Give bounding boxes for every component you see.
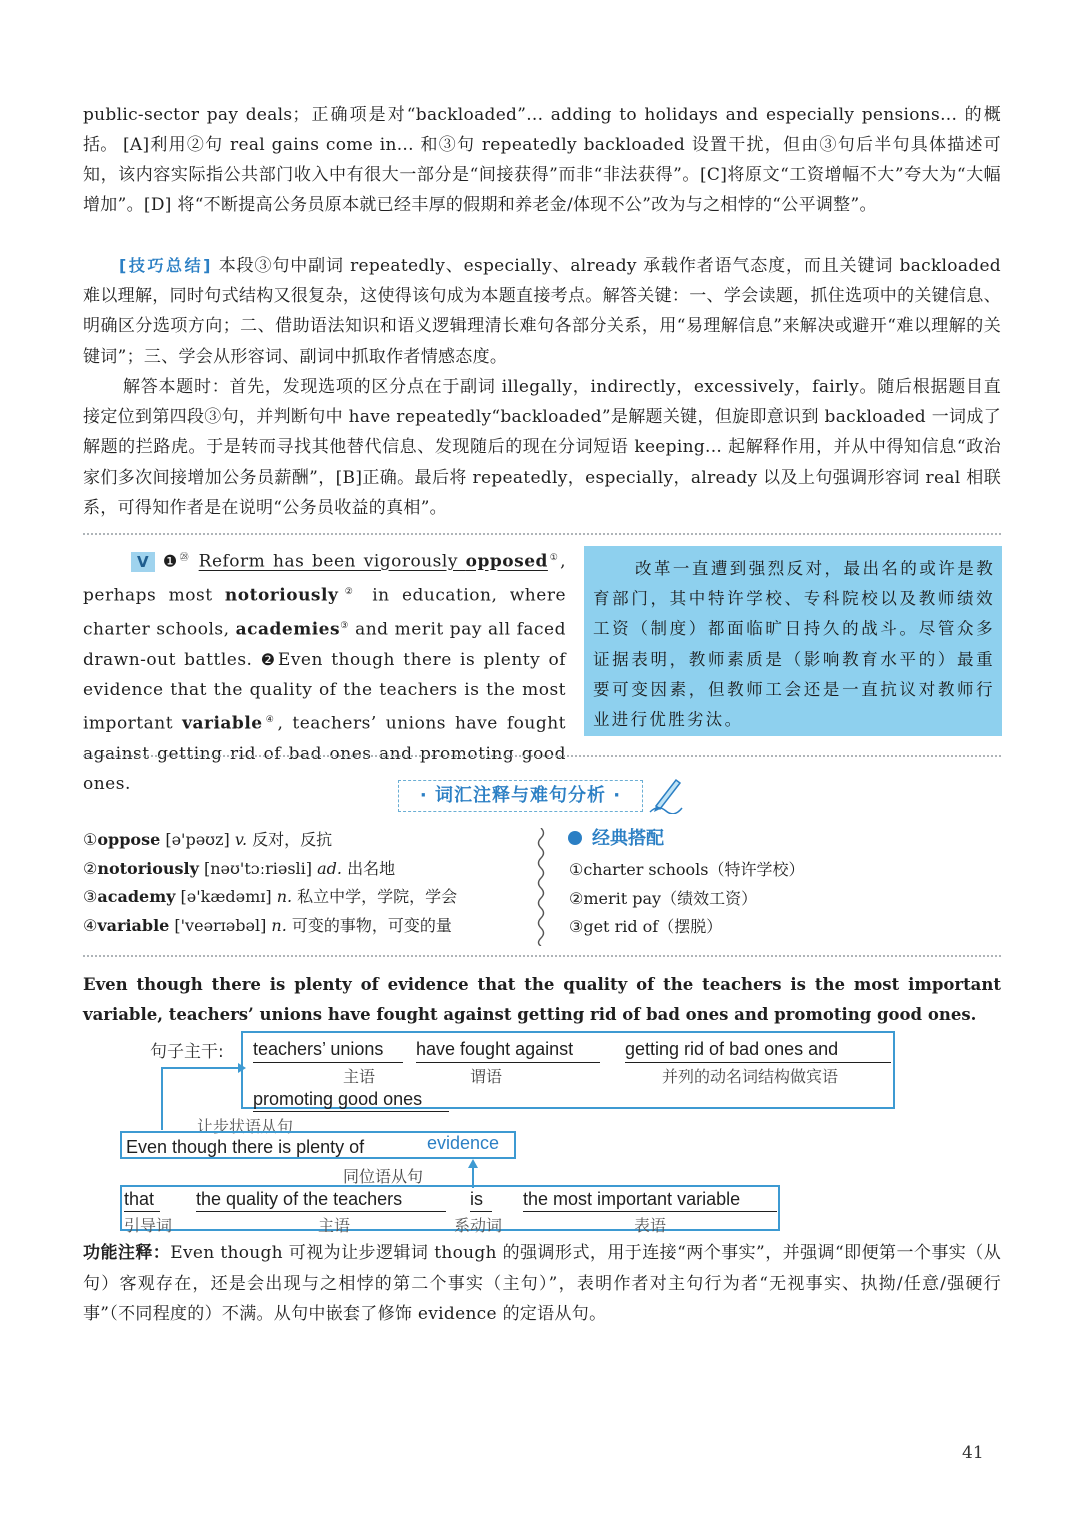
- clause-subject-label: 主语: [318, 1216, 351, 1235]
- vocab-list: [83, 826, 523, 940]
- para-3: [83, 251, 1001, 372]
- vocab-pos: ad.: [317, 858, 342, 878]
- sup-1: ①: [547, 553, 561, 563]
- vocab-num: ④: [83, 915, 98, 935]
- vocab-word: notoriously: [97, 858, 199, 878]
- translation-box: [584, 546, 1002, 736]
- divider-mid: [83, 755, 1001, 757]
- collocation-item: ②merit pay（绩效工资）: [569, 888, 758, 908]
- skill-summary-tag: [技巧总结]: [119, 256, 213, 275]
- sup-2: ②: [338, 586, 360, 597]
- vocab-item: [83, 883, 523, 912]
- sentence-1-b: , perhaps most: [83, 551, 567, 606]
- word-notoriously: notoriously: [224, 585, 339, 606]
- para-1: public-sector pay deals；正确项是对“backloaded”... adding to holidays and especially pensions... 的概括。: [83, 105, 1001, 156]
- introducer-label: 引导词: [124, 1216, 173, 1235]
- subject-text: teachers’ unions: [253, 1039, 384, 1059]
- pen-icon: [648, 774, 684, 814]
- vocab-phonetic: ['veərɪəbəl]: [169, 915, 272, 935]
- appositive-clause-label: 同位语从句: [343, 1167, 424, 1186]
- predicate-label: 谓语: [470, 1067, 503, 1086]
- collocations-heading: [568, 824, 664, 850]
- collocations-list: [569, 856, 969, 942]
- main-clause-label: 句子主干:: [150, 1042, 224, 1062]
- object-text-b: promoting good ones: [253, 1089, 423, 1109]
- subject-underline: [253, 1062, 403, 1063]
- object-underline-a: [625, 1062, 891, 1063]
- collocation-item: ③get rid of（摆脱）: [569, 917, 723, 936]
- sentence-2-a: Even though there is plenty of evidence that the quality of the teachers is the most important: [83, 649, 566, 734]
- concessive-clause-label: 让步状语从句: [197, 1117, 294, 1136]
- vocab-item: [83, 912, 523, 941]
- quality-underline: [196, 1211, 446, 1212]
- squiggle-divider: [534, 828, 548, 946]
- sentence-2-b: , teachers’ unions have fought against getting rid of bad ones and promoting good ones.: [83, 713, 566, 795]
- sentence-1-ref: ㉘: [179, 553, 191, 563]
- vocab-section-title: · 词汇注释与难句分析 ·: [398, 780, 643, 812]
- vocab-word: oppose: [97, 830, 161, 849]
- predicative-text: the most important variable: [523, 1189, 741, 1209]
- divider-bottom: [83, 955, 1001, 957]
- vocab-phonetic: [nəʊ'tɔːriəsli]: [198, 858, 318, 878]
- analysis-sentence: Even though there is plenty of evidence that the quality of the teachers is the most important variable, teachers’ unions have fought against getting rid of bad ones and promoting good ones.: [83, 975, 1001, 1025]
- sentence-1-c: in education, where charter schools,: [83, 585, 567, 640]
- function-note-label: 功能注释：: [83, 1243, 171, 1263]
- vocab-num: ②: [83, 858, 98, 878]
- evidence-word: evidence: [427, 1133, 500, 1153]
- collocation-item: ①charter schools（特许学校）: [569, 860, 805, 879]
- vocab-num: ③: [83, 887, 98, 906]
- para-3-text: 本段③句中副词 repeatedly、especially、already 承载作者语气态度，而且关键词 backloaded 难以理解，同时句式结构又很复杂，这使得该句成为本题直接考点。解答关键：一、学会读题，抓住选项中的关键信息、明确区分选项方向；二、借助语法知识和语义逻辑理清长难句各部分关系，用“易理解信息”来解决或避开“难以理解的关键词”；三、学会从形容词、副词中抓取作者情感态度。: [83, 256, 1001, 367]
- vocab-num: ①: [83, 830, 98, 849]
- sentence-1-a: Reform has been vigorously: [198, 551, 466, 572]
- collocations-title: 经典搭配: [592, 828, 664, 849]
- sup-3: ③: [340, 620, 350, 631]
- para-2: [A]利用②句 real gains come in... 和③句 repeatedly backloaded 设置干扰，但由③句后半句具体描述可知，该内容实际指公共部门收入中有很大一部分是“间接获得”而非“非法获得”。[C]将原文“工资增幅不大”夸大为“大幅增加”。[D] 将“不断提高公务员原本就已经丰厚的假期和养老金/体现不公”改为与之相悖的“公平调整”。: [83, 135, 1001, 216]
- predicate-text: have fought against: [416, 1039, 574, 1059]
- paragraph-label: V: [131, 552, 155, 572]
- word-opposed: opposed: [465, 551, 548, 572]
- word-variable: variable: [182, 713, 263, 734]
- subject-label: 主语: [343, 1067, 376, 1086]
- linking-verb-label: 系动词: [454, 1216, 503, 1235]
- vocab-phonetic: [ə'pəʊz]: [160, 830, 235, 849]
- sup-4: ④: [262, 714, 278, 725]
- page-number: 41: [962, 1443, 984, 1463]
- function-note: [83, 1238, 1001, 1330]
- vocab-pos: n.: [271, 915, 287, 935]
- vocab-word: academy: [97, 887, 176, 906]
- predicative-underline: [523, 1211, 777, 1212]
- object-text-a: getting rid of bad ones and: [625, 1039, 839, 1059]
- vocab-meaning: 可变的事物，可变的量: [286, 915, 452, 935]
- sentence-1-d: and merit pay all faced drawn-out battles.: [83, 619, 566, 670]
- function-note-text: Even though 可视为让步逻辑词 though 的强调形式，用于连接“两个事实”，并强调“即便第一个事实（从句）客观存在，还是会出现与之相悖的第二个事实（主句）”，表明作者对主句行为者“无视事实、执拗/任意/强硬行事”（不同程度的）不满。从句中嵌套了修饰 evidence 的定语从句。: [83, 1243, 1002, 1324]
- quality-text: the quality of the teachers: [196, 1189, 403, 1209]
- concessive-clause-text: Even though there is plenty of: [126, 1137, 365, 1157]
- that-underline: [124, 1211, 160, 1212]
- vocab-phonetic: [ə'kædəmɪ]: [175, 887, 277, 906]
- vocab-word: variable: [97, 915, 170, 935]
- bullet-icon: [568, 831, 582, 845]
- up-arrow-icon: [466, 1158, 480, 1188]
- vocab-meaning: 反对，反抗: [247, 830, 333, 849]
- passage-v: [83, 543, 566, 799]
- para-4: 解答本题时：首先，发现选项的区分点在于副词 illegally，indirectly，excessively，fairly。随后根据题目直接定位到第四段③句，并判断句中 have repeatedly“backloaded”是解题关键，但旋即意识到 backloaded 一词成了解题的拦路虎。于是转而寻找其他替代信息、发现随后的现在分词短语 keeping... 起解释作用，并从中得知信息“政治家们多次间接增加公务员薪酬”，[B]正确。最后将 repeatedly，especially，already 以及上句强调形容词 real 相联系，可得知作者是在说明“公务员收益的真相”。: [83, 377, 1001, 518]
- word-academies: academies: [235, 619, 341, 640]
- vocab-pos: v.: [234, 830, 248, 849]
- sentence-2-number: ❷: [260, 649, 278, 669]
- sentence-1-start: [199, 552, 548, 572]
- that-text: that: [124, 1189, 155, 1209]
- translation-text: 改革一直遭到强烈反对，最出名的或许是教育部门，其中特许学校、专科院校以及教师绩效工资（制度）都面临旷日持久的战斗。尽管众多证据表明，教师素质是（影响教育水平的）最重要可变因素，但教师工会还是一直抗议对教师行业进行优胜劣汰。: [593, 559, 995, 730]
- predicative-label: 表语: [634, 1216, 667, 1235]
- vocab-meaning: 私立中学，学院，学会: [292, 887, 458, 906]
- object-label: 并列的动名词结构做宾语: [662, 1067, 839, 1086]
- is-text: is: [470, 1189, 483, 1209]
- is-underline: [470, 1211, 492, 1212]
- divider-top: [83, 533, 1001, 535]
- object-underline-b: [253, 1111, 449, 1112]
- sentence-1-number: ❶: [161, 551, 180, 571]
- vocab-meaning: 出名地: [342, 858, 396, 878]
- vocab-item: [83, 855, 523, 884]
- predicate-underline: [416, 1062, 600, 1063]
- vocab-item: [83, 826, 523, 855]
- vocab-pos: n.: [276, 887, 293, 906]
